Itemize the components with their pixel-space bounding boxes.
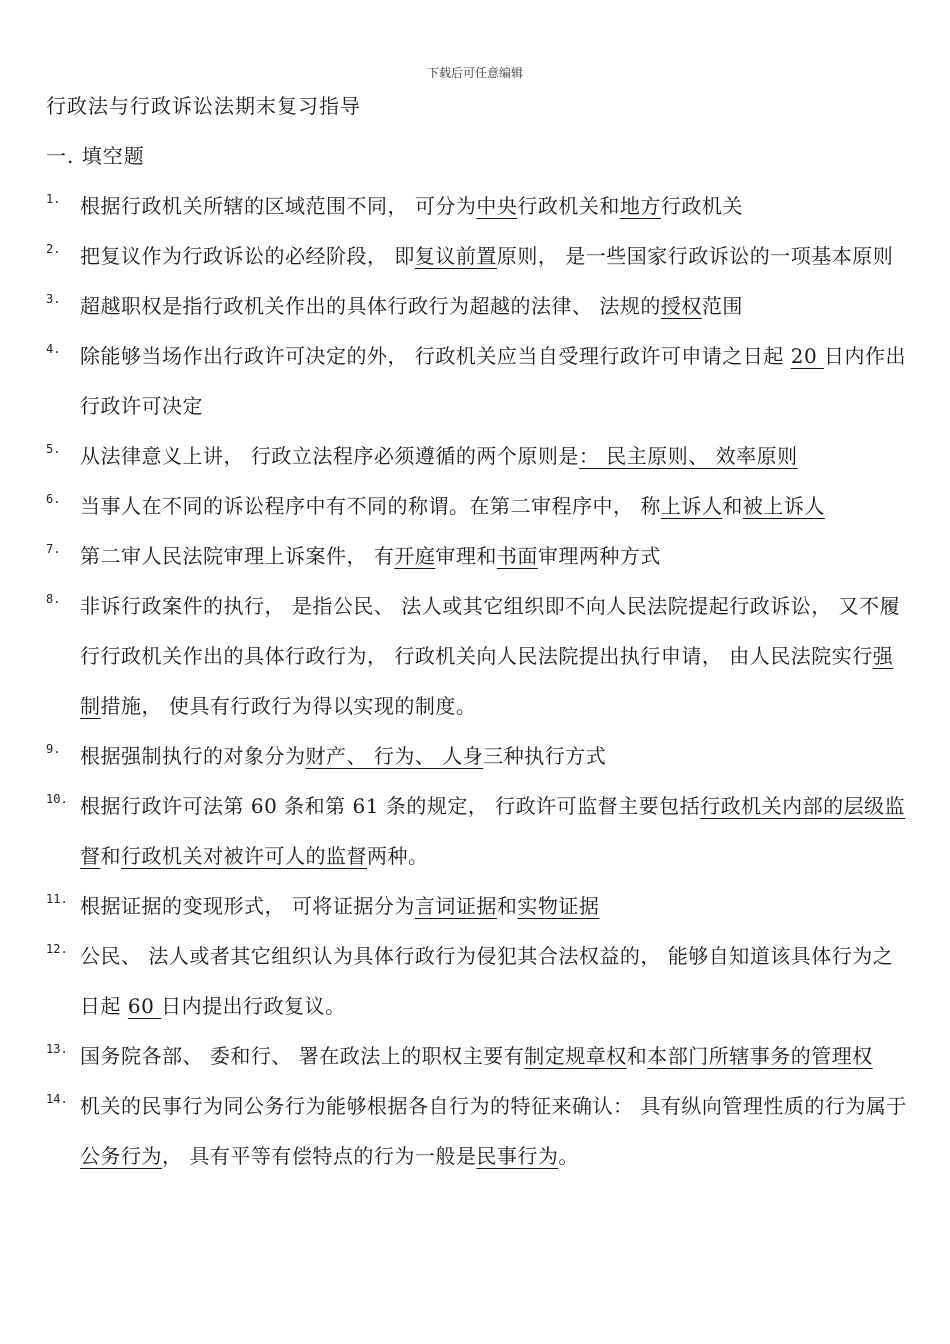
item-text — [80, 481, 910, 531]
answer-blank: 开庭 — [394, 544, 436, 568]
list-item — [0, 881, 950, 931]
list-item — [0, 481, 950, 531]
item-text-segment: 当事人在不同的诉讼程序中有不同的称谓。在第二审程序中， 称 — [80, 494, 661, 518]
item-number: 4. — [46, 342, 61, 356]
item-number: 11. — [46, 892, 68, 906]
answer-blank: ： 民主原则、 效率原则 — [578, 444, 798, 468]
item-text-segment: 国务院各部、 委和行、 署在政法上的职权主要有 — [80, 1044, 525, 1068]
list-item — [0, 431, 950, 481]
list-item — [0, 931, 950, 1031]
list-item — [0, 331, 950, 431]
answer-blank: 中央 — [476, 194, 518, 218]
item-text-segment: 。 — [558, 1144, 579, 1168]
answer-blank: 行政机关内部的层级监督 — [80, 794, 906, 868]
item-text — [80, 531, 910, 581]
item-text-segment: 日内提出行政复议。 — [161, 994, 346, 1018]
item-text-segment: 机关的民事行为同公务行为能够根据各自行为的特征来确认： 具有纵向管理性质的行为属于 — [80, 1094, 907, 1118]
list-item — [0, 1081, 950, 1181]
item-text-segment: 把复议作为行政诉讼的必经阶段， 即 — [80, 244, 415, 268]
item-text — [80, 581, 910, 731]
item-text-segment: 和 — [626, 1044, 648, 1068]
list-item — [0, 1031, 950, 1081]
item-number: 13. — [46, 1042, 68, 1056]
item-text-segment: 从法律意义上讲， 行政立法程序必须遵循的两个原则是 — [80, 444, 579, 468]
answer-blank: 授权 — [660, 294, 702, 318]
item-text — [80, 431, 910, 481]
list-item — [0, 781, 950, 881]
question-list — [0, 181, 950, 1181]
answer-blank: 被上诉人 — [742, 494, 825, 518]
item-text-segment: 行政机关和 — [517, 194, 620, 218]
item-text-segment: 除能够当场作出行政许可决定的外， 行政机关应当自受理行政许可申请之日起 — [80, 344, 791, 368]
answer-blank: 书面 — [496, 544, 538, 568]
item-number: 10. — [46, 792, 68, 806]
item-number: 2. — [46, 242, 61, 256]
item-text — [80, 881, 910, 931]
answer-blank: 公务行为 — [80, 1144, 162, 1168]
answer-blank: 上诉人 — [660, 494, 723, 518]
item-number: 9. — [46, 742, 61, 756]
answer-blank: 地方 — [619, 194, 661, 218]
item-text-segment: 公民、 法人或者其它组织认为具体行政行为侵犯其合法权益的， 能够自知道该具体行为之日起 — [80, 944, 894, 1018]
answer-blank: 言词证据 — [414, 894, 497, 918]
answer-blank: 20 — [790, 344, 825, 368]
item-number: 8. — [46, 592, 61, 606]
list-item — [0, 731, 950, 781]
item-text-segment: 根据行政机关所辖的区域范围不同， 可分为 — [80, 194, 477, 218]
item-text — [80, 181, 910, 231]
item-text-segment: 根据证据的变现形式， 可将证据分为 — [80, 894, 415, 918]
item-text-segment: 三种执行方式 — [483, 744, 607, 768]
list-item — [0, 581, 950, 731]
item-text — [80, 281, 910, 331]
item-text — [80, 1081, 910, 1181]
answer-blank: 民事行为 — [476, 1144, 559, 1168]
item-text — [80, 1031, 910, 1081]
item-text-segment: ， 具有平等有偿特点的行为一般是 — [162, 1144, 477, 1168]
list-item — [0, 181, 950, 231]
item-text-segment: 根据行政许可法第 60 条和第 61 条的规定， 行政许可监督主要包括 — [80, 794, 701, 818]
item-text-segment: 根据强制执行的对象分为 — [80, 744, 306, 768]
item-number: 14. — [46, 1092, 68, 1106]
item-text-segment: 和 — [496, 894, 518, 918]
item-text-segment: 日内作出行政许可决定 — [80, 344, 907, 418]
list-item — [0, 281, 950, 331]
section-heading: 一. 填空题 — [46, 144, 145, 168]
item-number: 7. — [46, 542, 61, 556]
item-number: 12. — [46, 942, 68, 956]
item-number: 6. — [46, 492, 61, 506]
answer-blank: 制定规章权 — [524, 1044, 627, 1068]
item-text-segment: 审理和 — [435, 544, 497, 568]
item-text — [80, 731, 910, 781]
answer-blank: 复议前置 — [414, 244, 497, 268]
item-text — [80, 931, 910, 1031]
item-text-segment: 超越职权是指行政机关作出的具体行政行为超越的法律、 法规的 — [80, 294, 661, 318]
item-text — [80, 781, 910, 881]
item-text-segment: 措施， 使具有行政行为得以实现的制度。 — [100, 694, 477, 718]
item-number: 3. — [46, 292, 61, 306]
item-text — [80, 231, 910, 281]
item-text-segment: 两种。 — [367, 844, 429, 868]
item-number: 1. — [46, 192, 61, 206]
answer-blank: 实物证据 — [517, 894, 600, 918]
item-text-segment: 第二审人民法院审理上诉案件， 有 — [80, 544, 395, 568]
item-text-segment: 和 — [100, 844, 121, 868]
answer-blank: 强制 — [80, 644, 894, 718]
answer-blank: 本部门所辖事务的管理权 — [647, 1044, 873, 1068]
item-text — [80, 331, 910, 431]
answer-blank: 60 — [127, 994, 162, 1018]
item-number: 5. — [46, 442, 61, 456]
list-item — [0, 531, 950, 581]
page-header: 下载后可任意编辑 — [426, 66, 523, 80]
item-text-segment: 审理两种方式 — [537, 544, 661, 568]
item-text-segment: 和 — [722, 494, 743, 518]
item-text-segment: 非诉行政案件的执行， 是指公民、 法人或其它组织即不向人民法院提起行政诉讼， 又不履行行政机关作出的具体行政行为， 行政机关向人民法院提出执行申请， 由人民法院实行 — [80, 594, 901, 668]
item-text-segment: 原则， 是一些国家行政诉讼的一项基本原则 — [496, 244, 894, 268]
answer-blank: 行政机关对被许可人的监督 — [121, 844, 367, 868]
answer-blank: 财产、 行为、 人身 — [305, 744, 484, 768]
document-title: 行政法与行政诉讼法期末复习指导 — [46, 94, 361, 118]
list-item — [0, 231, 950, 281]
item-text-segment: 范围 — [701, 294, 743, 318]
item-text-segment: 行政机关 — [660, 194, 743, 218]
